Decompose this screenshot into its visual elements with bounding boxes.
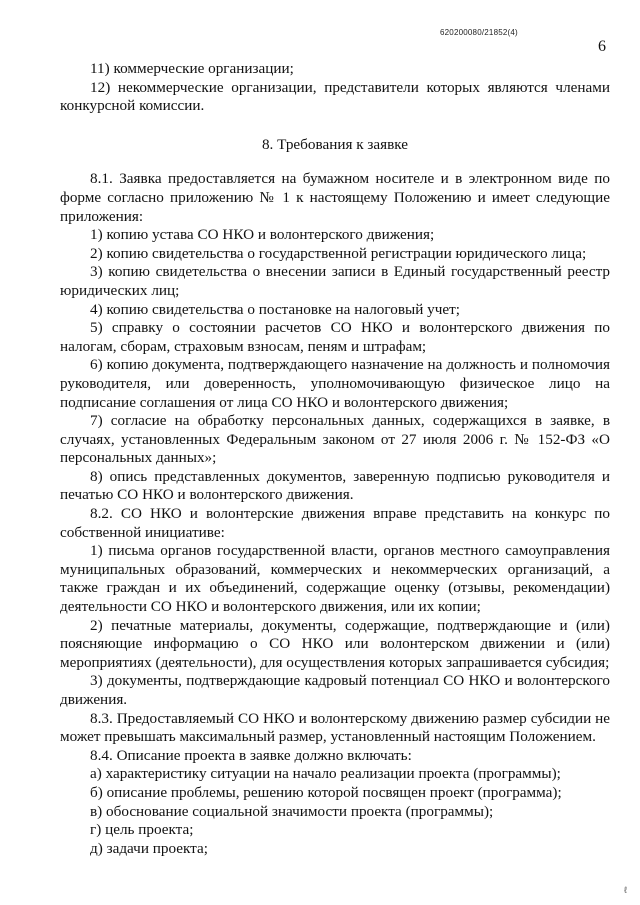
list-item: д) задачи проекта;: [90, 839, 208, 857]
list-item: 12) некоммерческие организации, представители которых являются членами конкурсной комиссии.: [60, 78, 610, 115]
paragraph: 8.2. СО НКО и волонтерские движения вправе представить на конкурс по собственной инициативе:: [60, 505, 610, 541]
list-item: 6) копию документа, подтверждающего назначение на должность и полномочия руководителя, или доверенность, уполномочивающую физическое лицо на подписание соглашения от лица СО НКО и волонтерского движения;: [60, 356, 610, 411]
list-item: б) описание проблемы, решению которой посвящен проект (программа);: [90, 783, 562, 801]
list-item: 11) коммерческие организации;: [90, 60, 294, 77]
list-item: 1) копию устава СО НКО и волонтерского движения;: [90, 226, 435, 244]
list-item: 2) печатные материалы, документы, содержащие, подтверждающие и (или) поясняющие информацию о СО НКО или волонтерском движении и (или) мероприятиях (деятельности), для осуществления которых запрашивается субсидия;: [60, 616, 610, 671]
list-item: 7) согласие на обработку персональных данных, содержащихся в заявке, в случаях, установленных Федеральным законом от 27 июля 2006 г. № 152-ФЗ «О персональных данных»;: [60, 412, 610, 467]
corner-mark: ℓ: [624, 885, 627, 895]
paragraph: 8.3. Предоставляемый СО НКО и волонтерскому движению размер субсидии не может превышать максимальный размер, установленный настоящим Положением.: [60, 709, 610, 746]
section-title: 8. Требования к заявке: [261, 135, 409, 153]
document-body: [60, 60, 610, 858]
paragraph: 8.1. Заявка предоставляется на бумажном носителе и в электронном виде по форме согласно приложению № 1 к настоящему Положению и имеет следующие приложения:: [60, 170, 610, 225]
list-item: 4) копию свидетельства о постановке на налоговый учет;: [90, 300, 460, 318]
list-item: 1) письма органов государственной власти, органов местного самоуправления муниципальных образований, коммерческих и некоммерческих организаций, а также граждан и их объединений, содержащие оценку (отзывы, рекомендации) деятельности СО НКО и волонтерского движения, или их копии;: [60, 542, 610, 616]
list-item: 5) справку о состоянии расчетов СО НКО и волонтерского движения по налогам, сборам, страховым взносам, пеням и штрафам;: [60, 319, 610, 355]
paragraph: 8.4. Описание проекта в заявке должно включать:: [90, 746, 412, 764]
page-number: 6: [598, 38, 606, 55]
document-number: 620200080/21852(4): [440, 28, 518, 37]
list-item: 3) документы, подтверждающие кадровый потенциал СО НКО и волонтерского движения.: [60, 672, 610, 708]
list-item: г) цель проекта;: [90, 821, 194, 839]
list-item: 8) опись представленных документов, заверенную подписью руководителя и печатью СО НКО и волонтерского движения.: [60, 467, 610, 504]
list-item: в) обоснование социальной значимости проекта (программы);: [90, 802, 494, 820]
list-item: 2) копию свидетельства о государственной регистрации юридического лица;: [90, 244, 587, 262]
list-item: 3) копию свидетельства о внесении записи в Единый государственный реестр юридических лиц;: [60, 263, 610, 299]
list-item: а) характеристику ситуации на начало реализации проекта (программы);: [90, 765, 561, 783]
